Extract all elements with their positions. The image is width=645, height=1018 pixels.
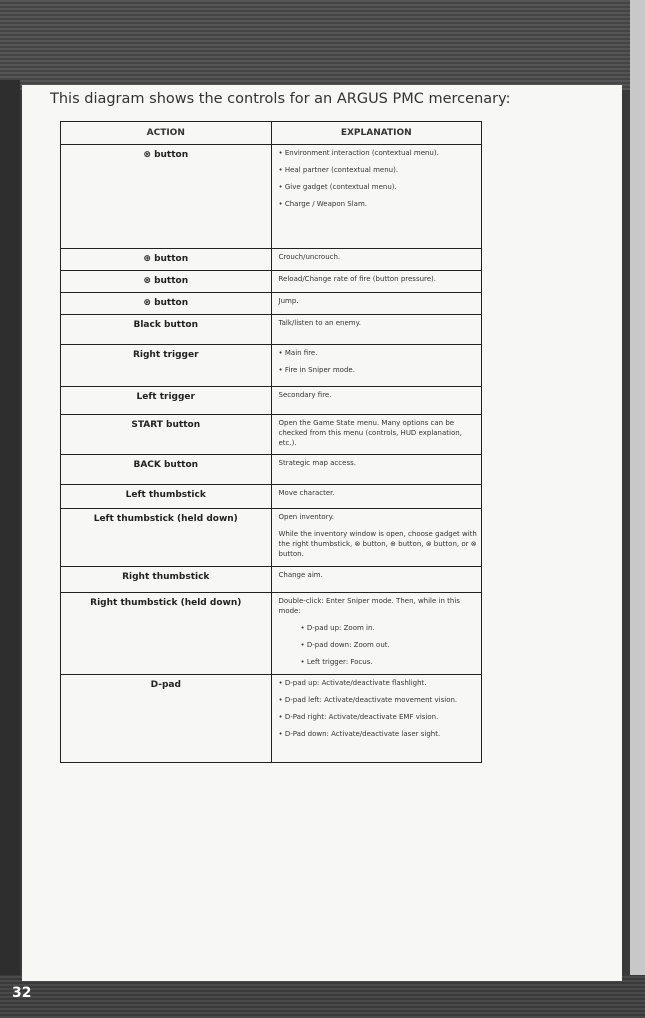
explanation-cell: Change aim. — [271, 567, 482, 593]
list-item: • Main fire. — [279, 348, 478, 358]
header-explanation: EXPLANATION — [271, 122, 482, 145]
action-cell: ⊗ button — [61, 145, 272, 249]
explanation-cell: Secondary fire. — [271, 387, 482, 415]
list-item: • D-pad down: Zoom out. — [301, 640, 478, 650]
table-header-row — [61, 122, 482, 145]
manual-page — [22, 85, 622, 981]
explanation-cell — [271, 145, 482, 249]
table-row — [61, 345, 482, 387]
action-cell: Left trigger — [61, 387, 272, 415]
right-margin-band — [630, 0, 645, 1018]
explanation-text: Double-click: Enter Sniper mode. Then, while in this mode: — [278, 597, 460, 615]
table-row — [61, 249, 482, 271]
page-number: 32 — [12, 985, 32, 1001]
list-item: • Left trigger: Focus. — [301, 657, 478, 667]
explanation-cell — [271, 593, 482, 675]
table-row — [61, 387, 482, 415]
action-cell: START button — [61, 415, 272, 455]
table-row — [61, 675, 482, 763]
explanation-text: Open inventory. — [278, 513, 334, 521]
action-cell: BACK button — [61, 455, 272, 485]
explanation-text: While the inventory window is open, choose gadget with the right thumbstick, ⊗ button, ⊕ button, ⊗ button, or ⊗ button. — [278, 530, 477, 558]
list-item: • Heal partner (contextual menu). — [279, 165, 478, 175]
action-cell: Right thumbstick — [61, 567, 272, 593]
list-item: • D-Pad down: Activate/deactivate laser sight. — [279, 729, 478, 739]
explanation-cell: Open the Game State menu. Many options can be checked from this menu (controls, HUD explanation, etc.). — [271, 415, 482, 455]
list-item: • Give gadget (contextual menu). — [279, 182, 478, 192]
action-cell: Black button — [61, 315, 272, 345]
explanation-cell: Jump. — [271, 293, 482, 315]
table-row — [61, 293, 482, 315]
controls-table — [60, 121, 482, 763]
action-cell: ⊗ button — [61, 271, 272, 293]
table-row — [61, 455, 482, 485]
action-cell: Left thumbstick — [61, 485, 272, 509]
top-texture-band — [0, 0, 645, 90]
action-cell: D-pad — [61, 675, 272, 763]
table-row — [61, 315, 482, 345]
action-cell: ⊕ button — [61, 249, 272, 271]
bottom-texture-band — [0, 975, 645, 1018]
table-row — [61, 145, 482, 249]
list-item: • D-pad up: Activate/deactivate flashlight. — [279, 678, 478, 688]
action-cell: Right thumbstick (held down) — [61, 593, 272, 675]
explanation-cell: Move character. — [271, 485, 482, 509]
explanation-cell: Strategic map access. — [271, 455, 482, 485]
table-row — [61, 485, 482, 509]
table-row — [61, 593, 482, 675]
table-row — [61, 271, 482, 293]
intro-text: This diagram shows the controls for an ARGUS PMC mercenary: — [50, 91, 511, 107]
table-row — [61, 509, 482, 567]
action-cell: Left thumbstick (held down) — [61, 509, 272, 567]
table-row — [61, 567, 482, 593]
table-row — [61, 415, 482, 455]
explanation-cell: Crouch/uncrouch. — [271, 249, 482, 271]
action-cell: Right trigger — [61, 345, 272, 387]
header-action: ACTION — [61, 122, 272, 145]
list-item: • D-pad up: Zoom in. — [301, 623, 478, 633]
list-item: • Environment interaction (contextual menu). — [279, 148, 478, 158]
list-item: • Fire in Sniper mode. — [279, 365, 478, 375]
left-border-band — [0, 80, 20, 980]
explanation-cell: Reload/Change rate of fire (button pressure). — [271, 271, 482, 293]
explanation-cell: Talk/listen to an enemy. — [271, 315, 482, 345]
list-item: • Charge / Weapon Slam. — [279, 199, 478, 209]
explanation-cell — [271, 345, 482, 387]
list-item: • D-Pad right: Activate/deactivate EMF vision. — [279, 712, 478, 722]
action-cell: ⊗ button — [61, 293, 272, 315]
list-item: • D-pad left: Activate/deactivate movement vision. — [279, 695, 478, 705]
explanation-cell — [271, 509, 482, 567]
explanation-cell — [271, 675, 482, 763]
